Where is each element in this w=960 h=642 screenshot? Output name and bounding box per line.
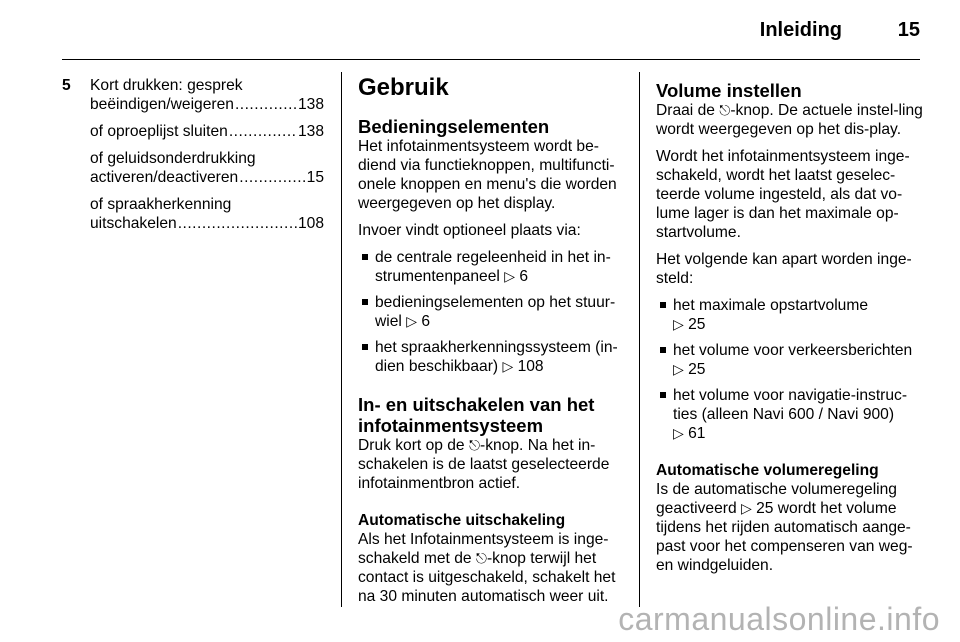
subsection-heading: Automatische volumeregeling bbox=[656, 462, 879, 479]
list-item bbox=[358, 293, 626, 331]
control-index-column bbox=[62, 76, 324, 241]
page-ref[interactable]: 138 bbox=[297, 96, 324, 113]
entry-label: beëindigen/weigeren bbox=[90, 96, 234, 113]
section-heading: In- en uitschakelen van het infotainmentsysteem bbox=[358, 394, 595, 436]
arrow-right-icon: ▷ bbox=[673, 361, 684, 377]
section-heading: Bedieningselementen bbox=[358, 116, 550, 137]
page-ref[interactable]: 25 bbox=[688, 361, 706, 378]
index-entry bbox=[62, 195, 324, 233]
list-item-text: het maximale opstartvolume bbox=[673, 297, 869, 314]
arrow-right-icon: ▷ bbox=[673, 316, 684, 332]
page-ref[interactable]: 61 bbox=[688, 425, 706, 442]
page-ref[interactable]: 108 bbox=[517, 358, 544, 375]
entry-label: of oproeplijst sluiten bbox=[90, 123, 228, 140]
list-item bbox=[656, 296, 924, 334]
list-item-text: bedieningselementen op het stuur-wiel bbox=[375, 294, 616, 330]
section-title: Inleiding bbox=[759, 19, 842, 41]
list-item bbox=[358, 248, 626, 286]
page-number: 15 bbox=[897, 19, 920, 41]
text-run: Is de automatische volumeregeling geactiveerd bbox=[656, 481, 897, 517]
page-ref[interactable]: 138 bbox=[297, 123, 324, 140]
page-ref[interactable]: 15 bbox=[306, 169, 324, 186]
header-rule bbox=[62, 59, 920, 60]
paragraph: Het infotainmentsysteem wordt be-diend via functieknoppen, multifuncti-onele knoppen en menu's die worden weergegeven op het display. bbox=[358, 138, 617, 212]
paragraph bbox=[358, 436, 626, 493]
paragraph: Het volgende kan apart worden inge-steld: bbox=[656, 251, 912, 287]
entry-label: uitschakelen bbox=[90, 215, 177, 232]
index-entry bbox=[62, 76, 324, 114]
arrow-right-icon: ▷ bbox=[673, 425, 684, 441]
power-knob-icon: ⎋ bbox=[719, 102, 731, 118]
list-item bbox=[656, 341, 924, 379]
list-item bbox=[656, 386, 924, 443]
paragraph: Invoer vindt optioneel plaats via: bbox=[358, 222, 581, 239]
index-entry bbox=[62, 149, 324, 187]
subsection-heading: Automatische uitschakeling bbox=[358, 512, 566, 529]
arrow-right-icon: ▷ bbox=[504, 268, 515, 284]
text-run: Draai de bbox=[656, 102, 720, 119]
arrow-right-icon: ▷ bbox=[740, 500, 752, 516]
entry-text: Kort drukken: gesprek bbox=[90, 77, 243, 94]
power-knob-icon: ⎋ bbox=[475, 550, 487, 566]
page-ref[interactable]: 6 bbox=[421, 313, 431, 330]
paragraph bbox=[358, 530, 626, 606]
page-ref[interactable]: 6 bbox=[519, 268, 528, 285]
arrow-right-icon: ▷ bbox=[406, 313, 417, 329]
leader-dots bbox=[239, 168, 305, 187]
column-divider-1 bbox=[341, 72, 342, 607]
text-run: wordt het volume tijdens het rijden automatisch aange-past voor het compenseren van weg-en windgeluiden. bbox=[656, 500, 913, 574]
entry-line bbox=[90, 214, 324, 233]
entry-label: activeren/deactiveren bbox=[90, 169, 239, 186]
entry-text: of geluidsonderdrukking bbox=[90, 150, 256, 167]
volume-column bbox=[656, 80, 924, 583]
text-run: -knop. Na het in-schakelen is de laatst geselecteerde infotainmentbron actief. bbox=[358, 437, 610, 492]
text-run: -knop terwijl het contact is uitgeschakeld, schakelt het na 30 minuten automatisch weer uit. bbox=[358, 550, 616, 605]
usage-column bbox=[358, 74, 626, 614]
entry-line bbox=[90, 122, 324, 141]
page-ref[interactable]: 25 bbox=[756, 500, 774, 517]
paragraph: Wordt het infotainmentsysteem inge-schakeld, wordt het laatst geselec-teerde volume ingesteld, als dat vo-lume lager is dan het maximale op-startvolume. bbox=[656, 148, 910, 241]
text-run: Druk kort op de bbox=[358, 437, 469, 454]
entry-line bbox=[90, 95, 324, 114]
bullet-list bbox=[656, 296, 924, 443]
text-run: Als het Infotainmentsysteem is inge-schakeld met de bbox=[358, 531, 609, 567]
list-item-text: het volume voor verkeersberichten bbox=[673, 342, 913, 359]
arrow-right-icon: ▷ bbox=[502, 358, 514, 374]
bullet-list bbox=[358, 248, 626, 376]
paragraph bbox=[656, 480, 924, 575]
list-item-text: het volume voor navigatie-instruc-ties (alleen Navi 600 / Navi 900) bbox=[673, 387, 908, 423]
column-divider-2 bbox=[639, 72, 640, 607]
leader-dots bbox=[178, 214, 297, 233]
page-ref[interactable]: 25 bbox=[688, 316, 706, 333]
chapter-heading: Gebruik bbox=[358, 74, 449, 101]
list-item-text: het spraakherkenningssysteem (in-dien beschikbaar) bbox=[375, 339, 618, 375]
leader-dots bbox=[229, 122, 297, 141]
page-ref[interactable]: 108 bbox=[297, 215, 324, 232]
leader-dots bbox=[235, 95, 297, 114]
entry-text: of spraakherkenning bbox=[90, 196, 232, 213]
index-entry bbox=[62, 122, 324, 141]
paragraph bbox=[656, 101, 924, 139]
watermark: carmanualsonline.info bbox=[618, 601, 940, 637]
entry-line bbox=[90, 168, 324, 187]
text-run: -knop. De actuele instel-ling wordt weergegeven op het dis-play. bbox=[656, 102, 923, 138]
section-heading: Volume instellen bbox=[656, 80, 802, 101]
page-header bbox=[0, 0, 960, 60]
list-item-text: de centrale regeleenheid in het in-strumentenpaneel bbox=[375, 249, 611, 285]
list-item bbox=[358, 338, 626, 376]
entry-number: 5 bbox=[62, 77, 71, 94]
power-knob-icon: ⎋ bbox=[468, 437, 481, 453]
